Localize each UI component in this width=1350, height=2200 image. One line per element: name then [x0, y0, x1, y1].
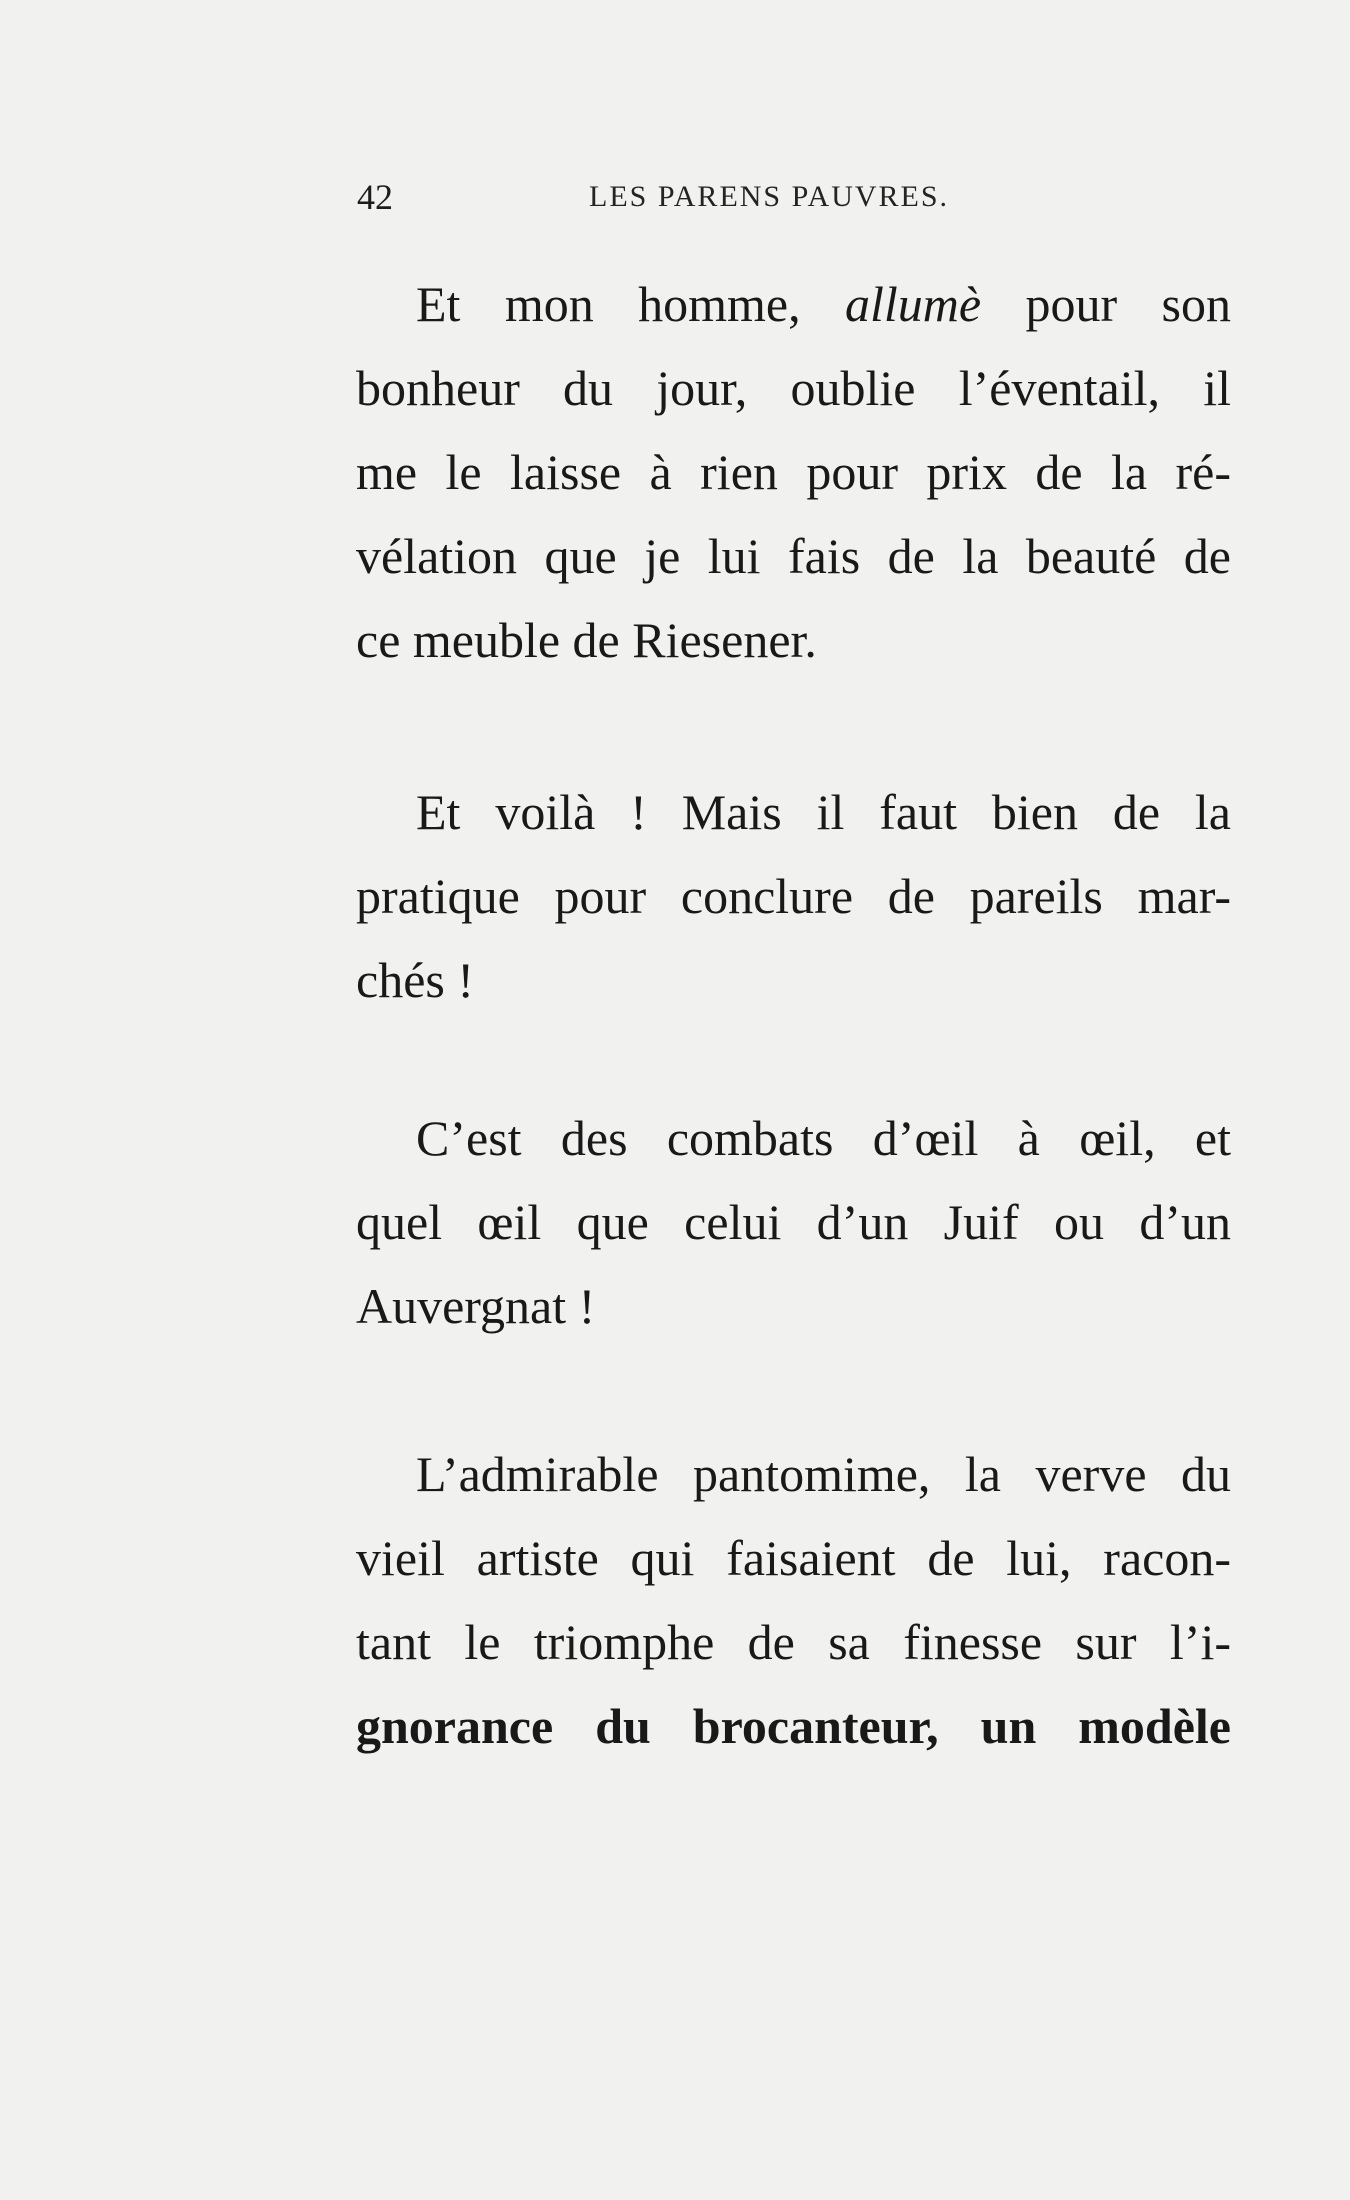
text-line: pratique pour conclure de pareils mar- [356, 868, 1231, 924]
paragraph-2 [356, 770, 1231, 1022]
italic-word: allumè [845, 276, 982, 332]
paragraph-1 [356, 262, 1231, 682]
text-line: Et voilà ! Mais il faut bien de la [416, 784, 1231, 840]
page-number: 42 [357, 177, 393, 217]
text-line: C’est des combats d’œil à œil, et [416, 1110, 1231, 1166]
running-title: LES PARENS PAUVRES. [589, 180, 950, 213]
text-line: chés ! [356, 952, 474, 1008]
page-header [357, 176, 1232, 236]
paragraph-4 [356, 1432, 1231, 1768]
text-line: gnorance du brocanteur, un modèle [356, 1698, 1231, 1754]
text-line: quel œil que celui d’un Juif ou d’un [356, 1194, 1231, 1250]
text-line: Et mon homme, allumè pour son [416, 276, 1231, 332]
text-line: bonheur du jour, oublie l’éventail, il [356, 360, 1231, 416]
text-line: me le laisse à rien pour prix de la ré- [356, 444, 1231, 500]
text-line: Auvergnat ! [356, 1278, 596, 1334]
text-line: tant le triomphe de sa finesse sur l’i- [356, 1614, 1231, 1670]
text-line: vieil artiste qui faisaient de lui, racon- [356, 1530, 1231, 1586]
paragraph-3 [356, 1096, 1231, 1348]
text-line: L’admirable pantomime, la verve du [416, 1446, 1231, 1502]
text-line: ce meuble de Riesener. [356, 612, 817, 668]
text-line: vélation que je lui fais de la beauté de [356, 528, 1231, 584]
